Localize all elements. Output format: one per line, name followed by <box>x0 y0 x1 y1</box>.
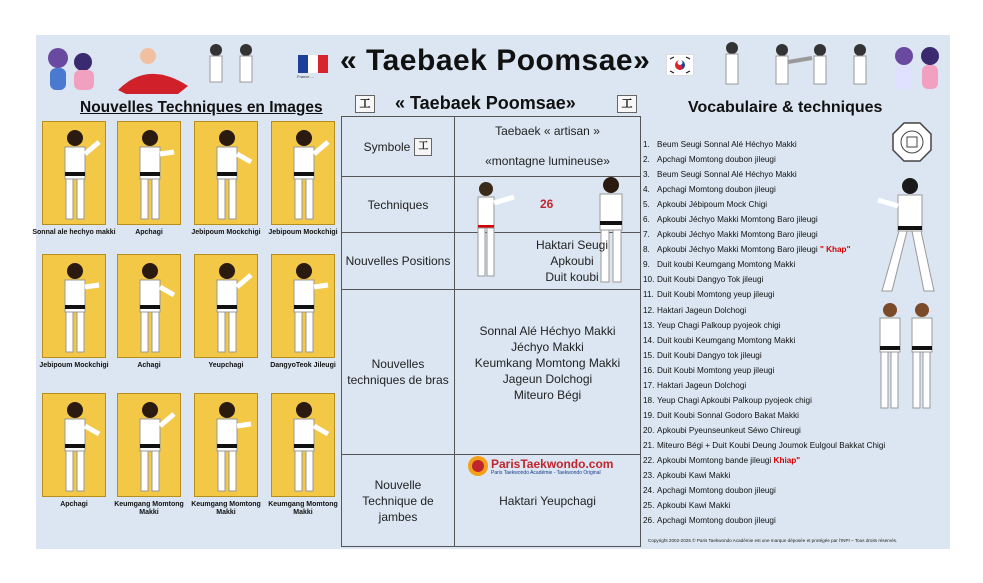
left-section-title: Nouvelles Techniques en Images <box>80 99 323 116</box>
vocabulary-number: 19. <box>643 410 655 420</box>
bras-item: Jéchyo Makki <box>511 340 584 354</box>
vocabulary-number: 13. <box>643 320 655 330</box>
row-label-bras: Nouvelles techniques de bras <box>347 357 449 387</box>
vocabulary-item <box>643 257 903 272</box>
bras-item: Keumkang Momtong Makki <box>474 356 621 370</box>
technique-caption: Keumgang Momtong Makki <box>268 501 338 516</box>
athlete-figure-icon <box>118 394 182 498</box>
taeguk-logo-icon <box>467 455 489 477</box>
vocabulary-item <box>643 378 903 393</box>
vocabulary-text: Apkoubi Pyeunseunkeut Séwo Chireugi <box>657 425 801 435</box>
athlete-figure-icon <box>118 255 182 359</box>
bras-item: Sonnal Alé Héchyo Makki <box>479 324 616 338</box>
paris-taekwondo-logo <box>467 455 627 479</box>
bras-list <box>455 323 640 403</box>
vocabulary-item <box>643 182 903 197</box>
korea-flag-icon <box>666 54 694 76</box>
vocabulary-text: Apkoubi Jébipoum Mock Chigi <box>657 200 768 210</box>
poomsae-table <box>341 116 641 547</box>
vocabulary-item <box>643 167 903 182</box>
vocabulary-number: 23. <box>643 471 655 481</box>
vocabulary-item <box>643 498 903 513</box>
technique-caption: DangyoTeok Jileugi <box>270 362 336 369</box>
position-item: Haktari Seugi <box>535 238 609 252</box>
gung-trigram-icon: 工 <box>617 95 637 113</box>
techniques-count: 26 <box>540 197 554 211</box>
vocabulary-item <box>643 272 903 287</box>
vocabulary-number: 9. <box>643 260 650 270</box>
technique-photo-tile <box>194 121 258 225</box>
vocabulary-text: Apchagi Momtong doubon jileugi <box>657 185 776 195</box>
technique-photo-tile <box>194 393 258 497</box>
athletes-pair-illustration <box>872 300 942 415</box>
vocabulary-item <box>643 242 903 257</box>
vocabulary-item <box>643 137 903 152</box>
position-item: Duit koubi <box>545 270 599 284</box>
vocabulary-number: 18. <box>643 395 655 405</box>
vocabulary-number: 3. <box>643 170 650 180</box>
page-title: « Taebaek Poomsae» <box>340 44 651 77</box>
logo-tagline: Paris Taekwondo Académie - Taekwondo Original <box>491 470 601 476</box>
vocabulary-text: Beum Seugi Sonnal Alé Héchyo Makki <box>657 170 797 180</box>
khap-marker: " Khap" <box>819 245 851 255</box>
technique-caption: Jebipoum Mockchigi <box>39 362 109 369</box>
france-flag-icon <box>298 55 328 73</box>
technique-caption: Apchagi <box>135 229 163 236</box>
technique-caption: Sonnal ale hechyo makki <box>32 229 116 236</box>
vocabulary-text: Apkoubi Kawi Makki <box>657 471 731 481</box>
vocabulary-number: 7. <box>643 230 650 240</box>
technique-photo-tile <box>117 393 181 497</box>
vocabulary-text: Haktari Jageun Dolchogi <box>657 305 747 315</box>
vocabulary-item <box>643 363 903 378</box>
bras-item: Jageun Dolchogi <box>502 372 593 386</box>
technique-photo-tile <box>271 121 335 225</box>
vocabulary-text: Apkoubi Momtong bande jileugi <box>657 455 772 465</box>
technique-photo-tile <box>117 254 181 358</box>
vocabulary-text: Apchagi Momtong doubon jileugi <box>657 155 776 165</box>
athlete-figure-icon <box>272 255 336 359</box>
vocabulary-text: Duit Koubi Sonnal Godoro Bakat Makki <box>657 410 799 420</box>
athlete-figure-icon <box>195 122 259 226</box>
athlete-figure-icon <box>43 394 107 498</box>
vocabulary-text: Apchagi Momtong doubon jileugi <box>657 486 776 496</box>
gung-trigram-icon: 工 <box>355 95 375 113</box>
athlete-figure-icon <box>195 255 259 359</box>
vocabulary-text: Apkoubi Jéchyo Makki Momtong Baro jileugi <box>657 245 818 255</box>
vocabulary-number: 21. <box>643 440 655 450</box>
logo-name: ParisTaekwondo.com <box>491 457 614 471</box>
vocabulary-item <box>643 408 903 423</box>
vocabulary-item <box>643 318 903 333</box>
jambes-value: Haktari Yeupchagi <box>499 494 596 508</box>
vocabulary-text: Duit koubi Keumgang Momtong Makki <box>657 260 796 270</box>
vocabulary-item <box>643 348 903 363</box>
technique-photo-tile <box>194 254 258 358</box>
vocabulary-item <box>643 393 903 408</box>
vocabulary-number: 10. <box>643 275 655 285</box>
vocabulary-text: Apchagi Momtong doubon jileugi <box>657 516 776 526</box>
vocabulary-item <box>643 212 903 227</box>
vocabulary-item <box>643 227 903 242</box>
vocabulary-text: Apkoubi Jéchyo Makki Momtong Baro jileugi <box>657 230 818 240</box>
vocabulary-text: Yeup Chagi Palkoup pyojeok chigi <box>657 320 781 330</box>
copyright-notice: Copyright 2002-2025 © Paris Taekwondo Académie est une marque déposée et protégée par l'INPI – Tous droits réservés. <box>648 538 898 543</box>
vocabulary-number: 6. <box>643 215 650 225</box>
technique-photo-tile <box>271 393 335 497</box>
athlete-figure-icon <box>43 122 107 226</box>
vocabulary-number: 1. <box>643 140 650 149</box>
technique-caption: Achagi <box>137 362 161 369</box>
vocabulary-text: Apkoubi Kawi Makki <box>657 501 731 511</box>
vocabulary-text: Duit Koubi Dangyo Tok jileugi <box>657 275 764 285</box>
vocabulary-text: Duit koubi Keumgang Momtong Makki <box>657 335 796 345</box>
vocabulary-number: 14. <box>643 335 655 345</box>
vocabulary-text: Apkoubi Jéchyo Makki Momtong Baro jileugi <box>657 215 818 225</box>
row-label-jambes: Nouvelle Technique de jambes <box>362 478 434 524</box>
vocabulary-text: Duit Koubi Momtong yeup jileugi <box>657 290 775 300</box>
vocabulary-item <box>643 468 903 483</box>
athlete-guard-illustration <box>872 176 942 296</box>
row-label-symbole: Symbole 工 <box>342 117 454 176</box>
athlete-figure-icon <box>43 255 107 359</box>
technique-photo-tile <box>117 121 181 225</box>
vocabulary-item <box>643 333 903 348</box>
athlete-figure-icon <box>118 122 182 226</box>
technique-photo-tile <box>42 121 106 225</box>
gung-trigram-icon: 工 <box>414 138 432 156</box>
vocabulary-number: 25. <box>643 501 655 511</box>
khap-marker: Khiap" <box>773 455 801 465</box>
technique-photo-tile <box>42 393 106 497</box>
technique-photo-tile <box>271 254 335 358</box>
positions-list <box>502 237 642 285</box>
decorative-figures-left <box>38 40 298 98</box>
vocabulary-item <box>643 197 903 212</box>
technique-caption: Jebipoum Mockchigi <box>191 229 261 236</box>
vocabulary-item <box>643 513 903 528</box>
vocabulary-item <box>643 483 903 498</box>
technique-caption: Jebipoum Mockchigi <box>268 229 338 236</box>
vocabulary-number: 4. <box>643 185 650 195</box>
vocabulary-text: Miteuro Bégi + Duit Koubi Deung Joumok Eulgoul Bakkat Chigi <box>657 440 886 450</box>
flag-caption: France ... <box>297 74 314 79</box>
athlete-figure-icon <box>272 122 336 226</box>
vocabulary-item <box>643 438 903 453</box>
symbole-value-2: «montagne lumineuse» <box>485 154 610 168</box>
table-title: « Taebaek Poomsae» <box>395 93 576 113</box>
vocabulary-item <box>643 423 903 438</box>
decorative-figures-right <box>712 40 950 94</box>
row-label-positions: Nouvelles Positions <box>345 254 451 268</box>
row-label-techniques: Techniques <box>367 197 429 212</box>
vocabulary-number: 5. <box>643 200 650 210</box>
right-section-title: Vocabulaire & techniques <box>688 99 883 116</box>
vocabulary-item <box>643 152 903 167</box>
athlete-figure-icon <box>195 394 259 498</box>
vocabulary-text: Yeup Chagi Apkoubi Palkoup pyojeok chigi <box>657 395 812 405</box>
athlete-figure-icon <box>272 394 336 498</box>
vocabulary-item <box>643 287 903 302</box>
vocabulary-number: 24. <box>643 486 655 496</box>
vocabulary-number: 11. <box>643 290 654 300</box>
vocabulary-number: 2. <box>643 155 650 165</box>
vocabulary-list <box>643 137 903 528</box>
technique-caption: Keumgang Momtong Makki <box>114 501 184 516</box>
technique-caption: Keumgang Momtong Makki <box>191 501 261 516</box>
vocabulary-number: 20. <box>643 425 655 435</box>
vocabulary-number: 15. <box>643 350 655 360</box>
bras-item: Miteuro Bégi <box>513 388 582 402</box>
vocabulary-text: Duit Koubi Dangyo tok jileugi <box>657 350 762 360</box>
vocabulary-number: 17. <box>643 380 655 390</box>
vocabulary-item <box>643 453 903 468</box>
technique-caption: Apchagi <box>60 501 88 508</box>
vocabulary-item <box>643 303 903 318</box>
symbole-value-1: Taebaek « artisan » <box>495 124 600 138</box>
vocabulary-text: Duit Koubi Momtong yeup jileugi <box>657 365 775 375</box>
vocabulary-number: 26. <box>643 516 655 526</box>
vocabulary-number: 12. <box>643 305 655 315</box>
position-item: Apkoubi <box>550 254 594 268</box>
vocabulary-text: Beum Seugi Sonnal Alé Héchyo Makki <box>657 140 797 149</box>
technique-caption: Yeupchagi <box>208 362 244 369</box>
vocabulary-number: 8. <box>643 245 650 255</box>
technique-photo-tile <box>42 254 106 358</box>
vocabulary-number: 16. <box>643 365 655 375</box>
vocabulary-text: Haktari Jageun Dolchogi <box>657 380 747 390</box>
vocabulary-number: 22. <box>643 455 655 465</box>
